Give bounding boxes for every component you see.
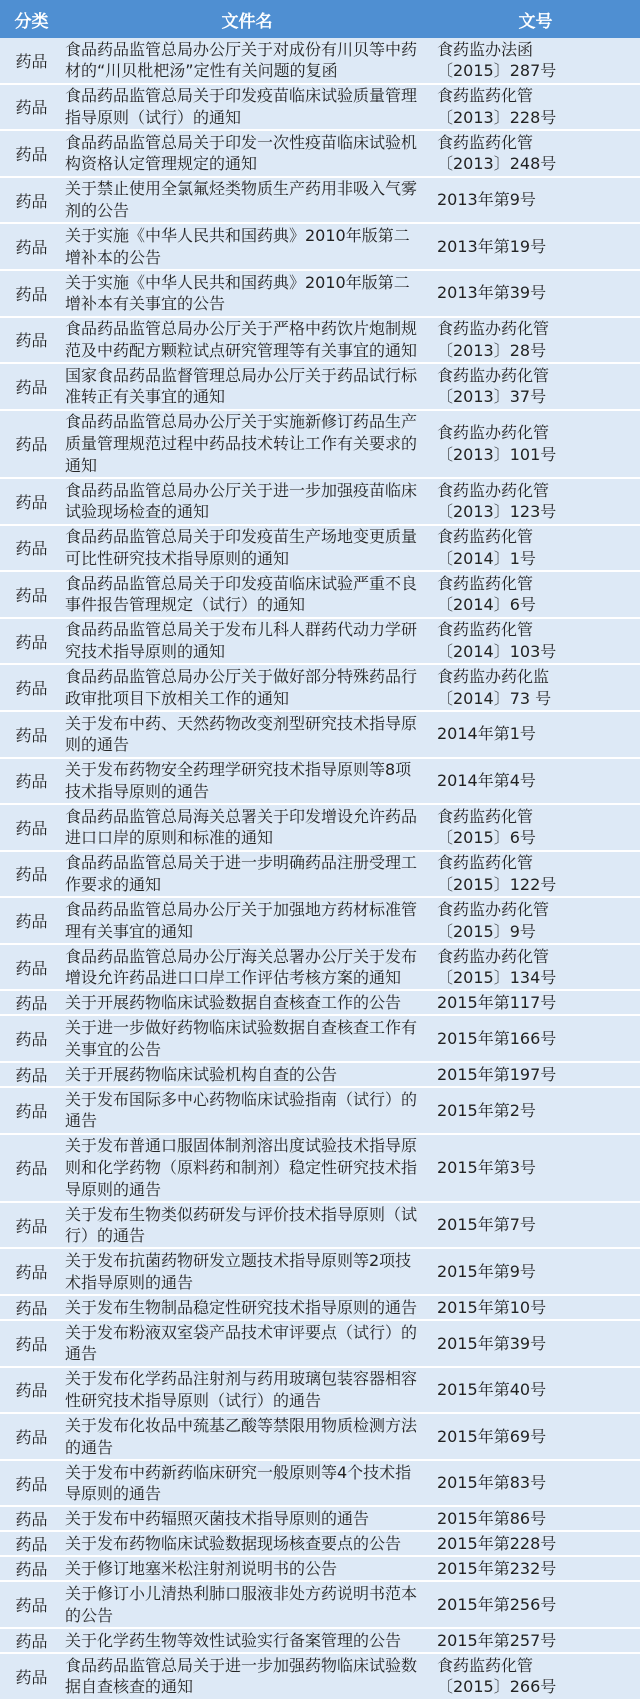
title-cell — [63, 572, 431, 617]
doc-number-line: 2015年第9号 — [437, 1261, 536, 1281]
category-cell: 药品 — [15, 958, 48, 978]
category-cell: 药品 — [15, 1216, 48, 1236]
doc-number-line: 食药监办药化管 — [437, 423, 550, 443]
doc-number-cell — [431, 991, 640, 1014]
doc-number-cell — [431, 852, 640, 897]
title-text: 关于发布化妆品中巯基乙酸等禁限用物质检测方法的通告 — [65, 1415, 418, 1457]
title-cell — [63, 805, 431, 850]
doc-number-line: 食药监办药化管 — [437, 899, 550, 919]
title-cell — [63, 85, 431, 130]
doc-number-line: 2015年第10号 — [437, 1297, 547, 1317]
doc-number-cell — [431, 224, 640, 269]
title-text: 关于发布粉液双室袋产品技术审评要点（试行）的通告 — [65, 1322, 418, 1364]
doc-number-line: 〔2015〕6号 — [437, 828, 536, 848]
doc-number-cell — [431, 364, 640, 409]
category-cell: 药品 — [15, 144, 48, 164]
category-cell: 药品 — [15, 331, 48, 351]
title-text: 食品药品监管总局办公厅关于做好部分特殊药品行政审批项目下放相关工作的通知 — [65, 667, 418, 708]
table-row — [0, 1557, 640, 1582]
table-row — [0, 898, 640, 945]
doc-number-cell — [431, 178, 640, 223]
title-cell — [63, 991, 431, 1014]
title-cell — [63, 318, 431, 363]
doc-number-cell — [431, 1654, 640, 1699]
doc-number-line: 2015年第256号 — [437, 1594, 557, 1614]
doc-number-cell — [431, 1629, 640, 1652]
doc-number-cell — [431, 1203, 640, 1248]
category-cell: 药品 — [15, 539, 48, 559]
title-cell — [63, 712, 431, 757]
doc-number-cell — [431, 131, 640, 176]
category-cell: 药品 — [15, 1101, 48, 1121]
doc-number-line: 食药监办药化管 — [437, 480, 550, 500]
header-doc-number: 文号 — [518, 11, 553, 32]
title-text: 食品药品监管总局关于印发疫苗临床试验严重不良事件报告管理规定（试行）的通知 — [65, 573, 418, 615]
title-cell — [63, 1203, 431, 1248]
category-cell: 药品 — [15, 1428, 48, 1448]
doc-number-line: 2015年第40号 — [437, 1380, 547, 1400]
table-row — [0, 318, 640, 365]
category-cell: 药品 — [15, 1560, 48, 1580]
doc-number-line: 食药监药化管 — [437, 527, 534, 547]
title-text: 食品药品监管总局关于进一步明确药品注册受理工作要求的通知 — [65, 853, 418, 894]
doc-number-line: 2015年第69号 — [437, 1426, 547, 1446]
category-cell: 药品 — [15, 1066, 48, 1086]
table-row — [0, 131, 640, 178]
doc-number-line: 食药监药化管 — [437, 86, 534, 106]
table-header — [0, 0, 640, 38]
title-cell — [63, 1629, 431, 1652]
category-cell: 药品 — [15, 632, 48, 652]
doc-number-cell — [431, 271, 640, 316]
doc-number-line: 食药监药化管 — [437, 132, 534, 152]
doc-number-line: 〔2015〕287号 — [437, 61, 557, 81]
title-text: 食品药品监管总局海关总署关于印发增设允许药品进口口岸的原则和标准的通知 — [65, 806, 418, 848]
doc-number-cell — [431, 1321, 640, 1366]
table-row — [0, 1461, 640, 1508]
doc-number-line: 食药监药化管 — [437, 806, 534, 826]
title-text: 关于发布国际多中心药物临床试验指南（试行）的通告 — [65, 1089, 418, 1131]
title-cell — [63, 1532, 431, 1555]
doc-number-line: 2015年第232号 — [437, 1559, 557, 1579]
category-cell: 药品 — [15, 191, 48, 211]
category-cell: 药品 — [15, 1474, 48, 1494]
title-cell — [63, 38, 431, 83]
category-cell: 药品 — [15, 994, 48, 1014]
title-cell — [63, 759, 431, 804]
category-cell: 药品 — [15, 1596, 48, 1616]
title-cell — [63, 1016, 431, 1061]
table-row — [0, 619, 640, 666]
title-text: 关于修订小儿清热利肺口服液非处方药说明书范本的公告 — [65, 1584, 418, 1625]
category-cell: 药品 — [15, 51, 48, 71]
table-row — [0, 1629, 640, 1654]
doc-number-line: 2015年第39号 — [437, 1333, 547, 1353]
table-row — [0, 712, 640, 759]
title-cell — [63, 1088, 431, 1133]
doc-number-line: 食药监办药化监 — [437, 667, 550, 687]
category-cell: 药品 — [15, 492, 48, 512]
title-text: 关于禁止使用全氯氟烃类物质生产药用非吸入气雾剂的公告 — [65, 179, 418, 221]
category-cell: 药品 — [15, 1159, 48, 1179]
title-text: 关于发布生物类似药研发与评价技术指导原则（试行）的通告 — [65, 1204, 418, 1246]
category-cell: 药品 — [15, 772, 48, 792]
table-body — [0, 38, 640, 1701]
title-text: 关于实施《中华人民共和国药典》2010年版第二增补本有关事宜的公告 — [65, 272, 410, 314]
category-cell: 药品 — [15, 679, 48, 699]
doc-number-line: 〔2014〕73 号 — [437, 688, 552, 708]
title-cell — [63, 1321, 431, 1366]
doc-number-line: 2015年第197号 — [437, 1064, 557, 1084]
category-cell: 药品 — [15, 284, 48, 304]
category-cell: 药品 — [15, 818, 48, 838]
doc-number-line: 2013年第9号 — [437, 190, 536, 210]
title-text: 关于发布中药新药临床研究一般原则等4个技术指导原则的通告 — [65, 1462, 412, 1504]
doc-number-cell — [431, 759, 640, 804]
category-cell: 药品 — [15, 377, 48, 397]
doc-number-cell — [431, 1296, 640, 1319]
doc-number-cell — [431, 712, 640, 757]
doc-number-cell — [431, 572, 640, 617]
table-row — [0, 1321, 640, 1368]
table-row — [0, 852, 640, 899]
doc-number-line: 食药监药化管 — [437, 1655, 534, 1675]
table-row — [0, 572, 640, 619]
doc-number-line: 2015年第86号 — [437, 1509, 547, 1529]
doc-number-cell — [431, 1249, 640, 1294]
doc-number-line: 2015年第166号 — [437, 1028, 557, 1048]
doc-number-cell — [431, 1135, 640, 1201]
doc-number-cell — [431, 38, 640, 83]
category-cell: 药品 — [15, 912, 48, 932]
table-row — [0, 991, 640, 1016]
title-text: 食品药品监管总局办公厅关于严格中药饮片炮制规范及中药配方颗粒试点研究管理等有关事宜的通知 — [65, 319, 418, 360]
category-cell: 药品 — [15, 1535, 48, 1555]
category-cell: 药品 — [15, 1381, 48, 1401]
doc-number-line: 食药监药化管 — [437, 853, 534, 873]
table-row — [0, 364, 640, 411]
doc-number-cell — [431, 479, 640, 524]
title-cell — [63, 665, 431, 710]
title-text: 食品药品监管总局关于印发疫苗临床试验质量管理指导原则（试行）的通知 — [65, 86, 418, 127]
category-cell: 药品 — [15, 238, 48, 258]
title-cell — [63, 411, 431, 477]
doc-number-line: 2014年第4号 — [437, 771, 536, 790]
title-text: 关于修订地塞米松注射剂说明书的公告 — [65, 1559, 338, 1579]
title-cell — [63, 224, 431, 269]
table-row — [0, 178, 640, 225]
table-row — [0, 945, 640, 992]
title-text: 关于发布中药、天然药物改变剂型研究技术指导原则的通告 — [65, 713, 418, 755]
title-text: 关于化学药生物等效性试验实行备案管理的公告 — [65, 1630, 402, 1650]
table-row — [0, 479, 640, 526]
table-row — [0, 1249, 640, 1296]
doc-number-cell — [431, 411, 640, 477]
title-cell — [63, 1414, 431, 1459]
title-text: 关于发布普通口服固体制剂溶出度试验技术指导原则和化学药物（原料药和制剂）稳定性研究技术指导原则的通告 — [65, 1136, 418, 1199]
title-cell — [63, 945, 431, 990]
category-cell: 药品 — [15, 585, 48, 605]
table-row — [0, 224, 640, 271]
title-cell — [63, 131, 431, 176]
title-text: 关于发布药物安全药理学研究技术指导原则等8项技术指导原则的通告 — [65, 760, 412, 801]
doc-number-line: 〔2013〕37号 — [437, 387, 547, 407]
title-text: 关于发布抗菌药物研发立题技术指导原则等2项技术指导原则的通告 — [65, 1251, 412, 1292]
doc-number-cell — [431, 1016, 640, 1061]
table-row — [0, 665, 640, 712]
category-cell: 药品 — [15, 1632, 48, 1651]
title-cell — [63, 479, 431, 524]
table-row — [0, 1654, 640, 1701]
table-row — [0, 1582, 640, 1629]
table-row — [0, 1368, 640, 1415]
table-row — [0, 805, 640, 852]
table-row — [0, 1088, 640, 1135]
doc-number-line: 〔2013〕123号 — [437, 502, 557, 522]
title-text: 食品药品监管总局关于发布儿科人群药代动力学研究技术指导原则的通知 — [65, 620, 418, 662]
table-row — [0, 1203, 640, 1250]
title-cell — [63, 526, 431, 571]
category-cell: 药品 — [15, 1667, 48, 1687]
table-row — [0, 1507, 640, 1532]
doc-number-cell — [431, 318, 640, 363]
title-text: 关于发布化学药品注射剂与药用玻璃包装容器相容性研究技术指导原则（试行）的通告 — [65, 1369, 418, 1410]
title-cell — [63, 898, 431, 943]
doc-number-cell — [431, 805, 640, 850]
doc-number-cell — [431, 945, 640, 990]
doc-number-line: 食药监办药化管 — [437, 319, 550, 339]
title-text: 食品药品监管总局办公厅关于实施新修订药品生产质量管理规范过程中药品技术转让工作有关要求的通知 — [65, 412, 418, 475]
doc-number-line: 2015年第257号 — [437, 1630, 557, 1650]
doc-number-line: 〔2015〕9号 — [437, 921, 536, 941]
title-cell — [63, 1461, 431, 1506]
doc-number-line: 食药监药化管 — [437, 573, 534, 593]
category-cell: 药品 — [15, 1030, 48, 1050]
doc-number-line: 2015年第2号 — [437, 1100, 536, 1120]
title-text: 食品药品监管总局关于印发一次性疫苗临床试验机构资格认定管理规定的通知 — [65, 132, 418, 174]
table-row — [0, 1063, 640, 1088]
doc-number-cell — [431, 1461, 640, 1506]
title-text: 食品药品监管总局办公厅关于对成份有川贝等中药材的“川贝枇杷汤”定性有关问题的复函 — [65, 39, 418, 81]
table-row — [0, 1016, 640, 1063]
doc-number-cell — [431, 1088, 640, 1133]
category-cell: 药品 — [15, 1263, 48, 1283]
doc-number-line: 2013年第39号 — [437, 283, 547, 303]
doc-number-line: 2013年第19号 — [437, 236, 547, 256]
table-row — [0, 526, 640, 573]
title-cell — [63, 364, 431, 409]
doc-number-line: 〔2015〕266号 — [437, 1677, 557, 1697]
title-cell — [63, 619, 431, 664]
title-cell — [63, 1654, 431, 1699]
category-cell: 药品 — [15, 865, 48, 885]
category-cell: 药品 — [15, 1299, 48, 1319]
title-text: 国家食品药品监督管理总局办公厅关于药品试行标准转正有关事宜的通知 — [65, 365, 418, 407]
doc-number-cell — [431, 1582, 640, 1627]
title-text: 关于实施《中华人民共和国药典》2010年版第二增补本的公告 — [65, 226, 410, 267]
title-cell — [63, 1368, 431, 1413]
category-cell: 药品 — [15, 1334, 48, 1354]
title-text: 食品药品监管总局关于进一步加强药物临床试验数据自查核查的通知 — [65, 1655, 418, 1697]
title-text: 食品药品监管总局办公厅海关总署办公厅关于发布增设允许药品进口口岸工作评估考核方案的通知 — [65, 946, 418, 988]
doc-number-cell — [431, 1063, 640, 1086]
doc-number-line: 食药监办药化管 — [437, 946, 550, 966]
doc-number-line: 〔2013〕248号 — [437, 154, 557, 174]
doc-number-cell — [431, 1532, 640, 1555]
table-row — [0, 1532, 640, 1557]
title-cell — [63, 1135, 431, 1201]
title-text: 关于发布生物制品稳定性研究技术指导原则的通告 — [65, 1297, 418, 1317]
title-text: 关于发布中药辐照灭菌技术指导原则的通告 — [65, 1509, 370, 1529]
title-cell — [63, 1582, 431, 1627]
table-row — [0, 1135, 640, 1203]
doc-number-line: 2015年第3号 — [437, 1157, 536, 1177]
title-cell — [63, 271, 431, 316]
table-row — [0, 411, 640, 479]
title-cell — [63, 852, 431, 897]
title-text: 关于进一步做好药物临床试验数据自查核查工作有关事宜的公告 — [65, 1018, 418, 1059]
title-text: 关于开展药物临床试验数据自查核查工作的公告 — [65, 993, 402, 1013]
doc-number-line: 食药监药化管 — [437, 620, 534, 640]
category-cell: 药品 — [15, 435, 48, 455]
doc-number-cell — [431, 1557, 640, 1580]
doc-number-line: 〔2014〕6号 — [437, 595, 536, 615]
table-row — [0, 38, 640, 85]
title-text: 食品药品监管总局办公厅关于进一步加强疫苗临床试验现场检查的通知 — [65, 480, 418, 522]
doc-number-cell — [431, 1414, 640, 1459]
table-row — [0, 85, 640, 132]
doc-number-line: 〔2014〕1号 — [437, 548, 536, 568]
doc-number-cell — [431, 1368, 640, 1413]
doc-number-line: 〔2015〕122号 — [437, 874, 557, 894]
doc-number-line: 2014年第1号 — [437, 724, 536, 744]
header-category: 分类 — [14, 11, 49, 32]
title-cell — [63, 1296, 431, 1319]
doc-number-line: 〔2013〕228号 — [437, 107, 557, 127]
title-cell — [63, 1063, 431, 1086]
category-cell: 药品 — [15, 725, 48, 745]
doc-number-line: 食药监办药化管 — [437, 365, 550, 385]
doc-number-line: 2015年第228号 — [437, 1534, 557, 1554]
table-row — [0, 271, 640, 318]
doc-number-cell — [431, 1507, 640, 1530]
doc-number-cell — [431, 665, 640, 710]
table-row — [0, 759, 640, 806]
header-title: 文件名 — [221, 11, 273, 32]
doc-number-line: 〔2013〕28号 — [437, 340, 547, 360]
category-cell: 药品 — [15, 1510, 48, 1530]
doc-number-line: 2015年第117号 — [437, 993, 557, 1013]
title-text: 关于开展药物临床试验机构自查的公告 — [65, 1064, 338, 1084]
doc-number-cell — [431, 898, 640, 943]
title-text: 关于发布药物临床试验数据现场核查要点的公告 — [65, 1534, 402, 1554]
title-cell — [63, 178, 431, 223]
doc-number-line: 食药监办法函 — [437, 39, 534, 59]
title-text: 食品药品监管总局办公厅关于加强地方药材标准管理有关事宜的通知 — [65, 899, 418, 941]
table-row — [0, 1296, 640, 1321]
category-cell: 药品 — [15, 98, 48, 118]
title-cell — [63, 1557, 431, 1580]
doc-number-cell — [431, 526, 640, 571]
title-cell — [63, 1249, 431, 1294]
doc-number-cell — [431, 85, 640, 130]
doc-number-line: 2015年第7号 — [437, 1215, 536, 1235]
doc-number-line: 2015年第83号 — [437, 1473, 547, 1493]
doc-number-cell — [431, 619, 640, 664]
doc-number-line: 〔2014〕103号 — [437, 642, 557, 662]
table-row — [0, 1414, 640, 1461]
doc-number-line: 〔2013〕101号 — [437, 444, 557, 464]
doc-number-line: 〔2015〕134号 — [437, 968, 557, 988]
title-cell — [63, 1507, 431, 1530]
title-text: 食品药品监管总局关于印发疫苗生产场地变更质量可比性研究技术指导原则的通知 — [65, 527, 418, 568]
